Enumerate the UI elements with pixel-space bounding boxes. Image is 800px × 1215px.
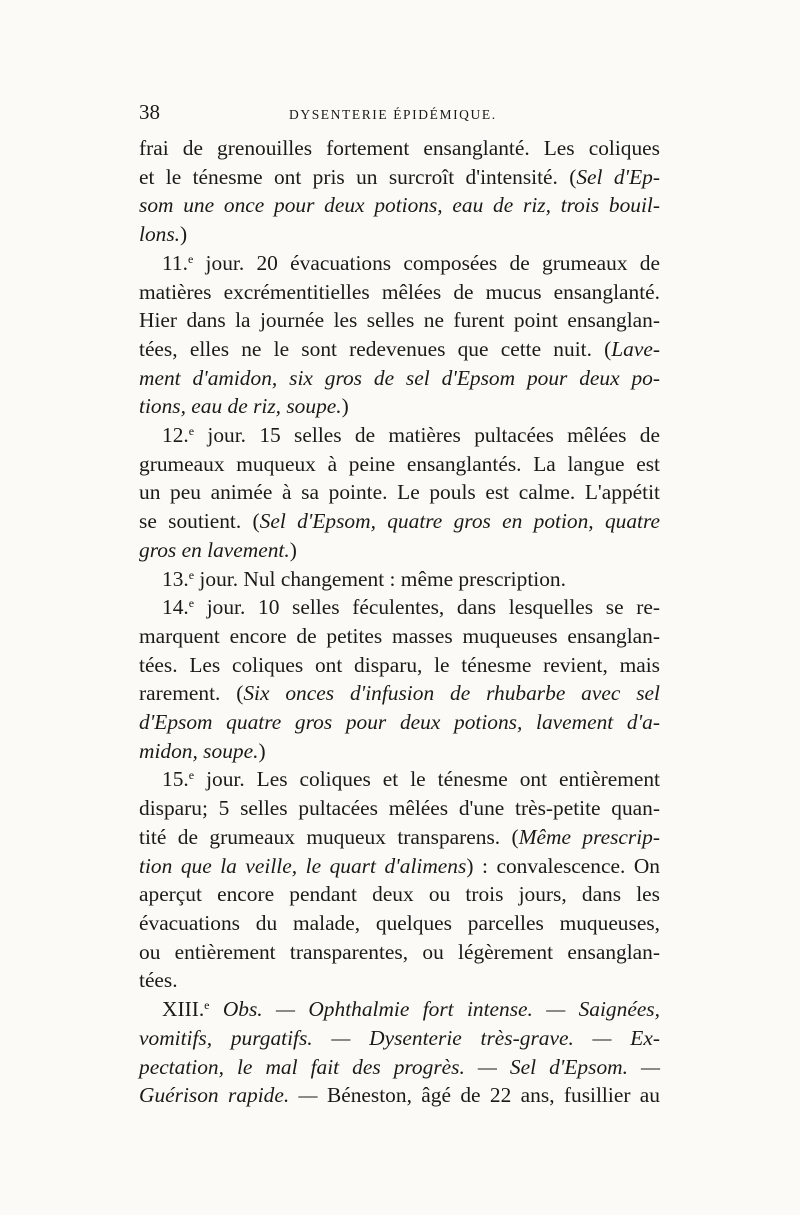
body-text	[139, 134, 660, 1110]
text-run: Hier dans la journée les selles ne furent point ensanglan-	[139, 308, 660, 333]
text-line	[139, 335, 660, 364]
text-line	[139, 134, 660, 163]
text-run: et le ténesme ont pris un surcroît d'intensité. (	[139, 164, 577, 189]
text-line	[139, 938, 660, 967]
text-line	[139, 1024, 660, 1053]
italic-text: tion que la veille, le quart d'alimens	[139, 853, 467, 878]
text-run: marquent encore de petites masses muqueuses ensanglan-	[139, 623, 660, 648]
text-run: matières excrémentitielles mêlées de mucus ensanglanté.	[139, 279, 660, 304]
text-run: 13.	[162, 566, 189, 591]
text-line	[139, 765, 660, 794]
text-run: jour. 10 selles féculentes, dans lesquelles se re-	[194, 595, 660, 620]
text-line	[139, 679, 660, 708]
text-line	[139, 909, 660, 938]
text-run: tées.	[139, 968, 178, 993]
italic-text: lons.	[139, 222, 181, 247]
text-line	[139, 794, 660, 823]
italic-text: pectation, le mal fait des progrès. — Sel d'Epsom. —	[139, 1054, 660, 1079]
text-line	[139, 536, 660, 565]
text-run: )	[180, 222, 188, 247]
text-run: tité de grumeaux muqueux transparens. (	[139, 824, 519, 849]
text-run: )	[258, 738, 266, 763]
italic-text: vomitifs, purgatifs. — Dysenterie très-grave. — Ex-	[139, 1025, 660, 1050]
text-line	[139, 823, 660, 852]
text-line	[139, 880, 660, 909]
text-line	[139, 450, 660, 479]
text-run	[210, 997, 223, 1021]
superscript: e	[204, 998, 210, 1013]
italic-text: d'Epsom quatre gros pour deux potions, lavement d'a-	[139, 710, 660, 735]
text-run: frai de grenouilles fortement ensanglanté. Les coliques	[139, 136, 660, 160]
text-run: ou entièrement transparentes, ou légèrement ensanglan-	[139, 939, 660, 964]
italic-text: midon, soupe.	[139, 738, 259, 763]
text-line	[139, 966, 660, 995]
text-run: jour. Les coliques et le ténesme ont entièrement	[194, 767, 660, 792]
italic-text: tions, eau de riz, soupe.	[139, 394, 342, 419]
superscript: e	[188, 596, 195, 611]
page-number: 38	[139, 100, 160, 124]
text-run: évacuations du malade, quelques parcelles muqueuses,	[139, 910, 660, 935]
text-run: )	[341, 394, 349, 419]
text-line	[139, 708, 660, 737]
text-line	[139, 1053, 660, 1082]
text-line	[139, 249, 660, 278]
running-title: DYSENTERIE ÉPIDÉMIQUE.	[289, 107, 497, 122]
text-line	[139, 507, 660, 536]
italic-text: Six onces d'infusion de rhubarbe avec sel	[243, 681, 660, 706]
text-run: 15.	[162, 767, 189, 792]
text-run: grumeaux muqueux à peine ensanglantés. La langue est	[139, 451, 660, 476]
text-line	[139, 191, 660, 220]
italic-text: gros en lavement.	[139, 537, 290, 562]
text-line	[139, 306, 660, 335]
text-run: XIII.	[162, 997, 205, 1022]
text-line	[139, 278, 660, 307]
text-run: 12.	[162, 423, 189, 448]
superscript: e	[188, 567, 195, 582]
text-line	[139, 392, 660, 421]
text-line	[139, 593, 660, 622]
text-run: Béneston, âgé de 22 ans, fusillier au	[317, 1083, 661, 1108]
text-run: un peu animée à sa pointe. Le pouls est calme. L'appétit	[139, 480, 660, 505]
text-line	[139, 421, 660, 450]
text-run: rarement. (	[139, 681, 244, 706]
superscript: e	[188, 768, 195, 783]
italic-text: Sel d'Ep-	[576, 164, 660, 189]
text-line	[139, 364, 660, 393]
superscript: e	[187, 251, 194, 266]
text-line	[139, 737, 660, 766]
text-run: aperçut encore pendant deux ou trois jours, dans les	[139, 882, 660, 907]
text-line	[139, 852, 660, 881]
text-run: tées, elles ne le sont redevenues que cette nuit. (	[139, 336, 612, 361]
italic-text: Lave-	[611, 336, 660, 361]
text-line	[139, 163, 660, 192]
text-run: jour. 15 selles de matières pultacées mêlées de	[194, 423, 660, 448]
text-run: disparu; 5 selles pultacées mêlées d'une très-petite quan-	[139, 796, 660, 821]
text-run: )	[289, 537, 297, 562]
text-line	[139, 651, 660, 680]
text-run: jour. 20 évacuations composées de grumeaux de	[193, 250, 660, 275]
text-line	[139, 995, 660, 1024]
italic-text: Guérison rapide. —	[139, 1083, 318, 1108]
text-run: jour. Nul changement : même prescription.	[194, 566, 566, 591]
italic-text: som une once pour deux potions, eau de riz, trois bouil-	[139, 193, 660, 218]
running-header	[139, 100, 660, 130]
text-line	[139, 220, 660, 249]
text-run: tées. Les coliques ont disparu, le ténesme revient, mais	[139, 652, 660, 677]
text-line	[139, 1081, 660, 1110]
italic-text: ment d'amidon, six gros de sel d'Epsom pour deux po-	[139, 365, 660, 390]
text-line	[139, 622, 660, 651]
text-run: se soutient. (	[139, 509, 260, 534]
superscript: e	[188, 424, 195, 439]
italic-text: Même prescrip-	[518, 824, 660, 849]
italic-text: Obs. — Ophthalmie fort intense. — Saignées,	[222, 997, 660, 1022]
italic-text: Sel d'Epsom, quatre gros en potion, quatre	[259, 509, 661, 534]
text-line	[139, 478, 660, 507]
text-run: ) : convalescence. On	[466, 853, 660, 878]
text-line	[139, 565, 660, 594]
text-run: 14.	[162, 595, 189, 620]
text-run: 11.	[162, 250, 188, 275]
